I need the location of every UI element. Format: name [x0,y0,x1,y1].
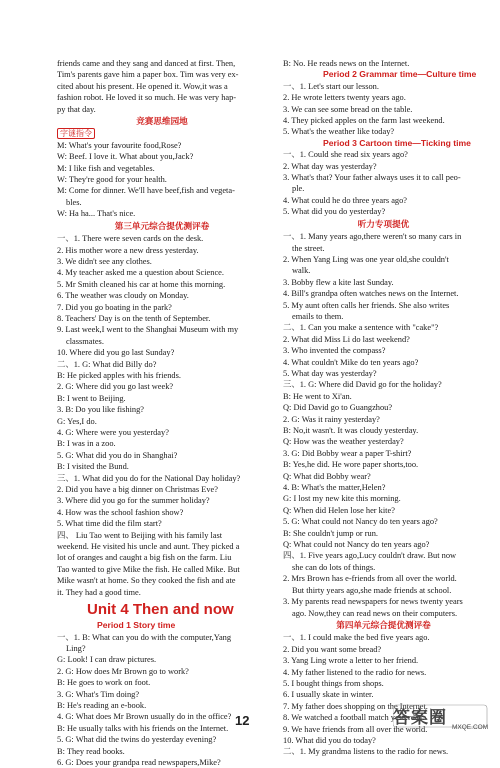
text-line: 4. B: What's the matter,Helen? [283,483,386,493]
text-line: W: Beef. I love it. What about you,Jack? [57,152,194,162]
text-line: M: Come for dinner. We'll have beef,fish and vegeta- [57,186,235,196]
section-heading: 竞赛思维园地 [136,116,188,127]
text-line: 5. G: What did you do in Shanghai? [57,450,178,460]
text-line: 4. They picked apples on the farm last weekend. [283,116,445,126]
text-line: W: Ha ha... That's nice. [57,209,136,219]
text-line: 6. The weather was cloudy on Monday. [57,291,189,301]
text-line: 4. My father listened to the radio for news. [283,667,427,677]
text-line: 6. G: Does your grandpa read newspapers,Mike? [57,757,221,767]
text-line: 二、1. My grandma listens to the radio for news. [283,747,449,757]
right-column [283,58,484,758]
text-line: lot of oranges and caught a big fish on the farm. Liu [57,553,232,563]
text-line: 2. Did you have a big dinner on Christmas Eve? [57,485,218,495]
text-line: 3. My parents read newspapers for news twenty years [283,597,463,607]
text-line: W: They're good for your health. [57,175,167,185]
text-line: G: Look! I can draw pictures. [57,655,157,665]
text-line: 3. We can see some bread on the table. [283,104,413,114]
text-line: But thirty years ago,she made friends at school. [292,585,452,595]
text-line: M: What's your favourite food,Rose? [57,140,182,150]
text-line: 5. G: What did the twins do yesterday evening? [57,735,217,745]
text-line: 一、1. Let's start our lesson. [283,81,379,91]
text-line: 5. Mr Smith cleaned his car at home this morning. [57,279,226,289]
period-heading: Period 1 Story time [97,620,176,631]
text-line: B: She couldn't jump or run. [283,528,379,538]
text-line: 三、1. What did you do for the National Day holiday? [57,473,241,483]
text-line: 三、1. G: Where did David go for the holiday? [283,380,442,390]
text-line: Q: What could not Nancy do ten years ago? [283,540,430,550]
section-heading: 第三单元综合提优测评卷 [114,220,210,231]
text-line: 3. We didn't see any clothes. [57,256,152,266]
text-line: 3. Yang Ling wrote a letter to her friend. [283,656,419,666]
text-line: 8. Teachers' Day is on the tenth of September. [57,313,211,323]
text-line: 4. What could he do three years ago? [283,195,408,205]
text-line: B: He's reading an e-book. [57,700,147,710]
text-line: B: I was in a zoo. [57,439,116,449]
text-line: B: I went to Beijing. [57,393,126,403]
page-number: 12 [235,713,250,728]
text-line: friends came and they sang and danced at first. Then, [57,59,236,68]
text-line: Q: When did Helen lose her kite? [283,505,395,515]
text-line: B: He usually talks with his friends on the Internet. [57,723,229,733]
text-line: 3. Who invented the compass? [283,346,386,356]
text-line: 5. I bought things from shops. [283,678,384,688]
text-line: 2. What day was yesterday? [283,161,377,171]
text-line: the street. [292,243,325,253]
text-line: 2. What did Miss Li do last weekend? [283,334,410,344]
period-heading: Period 3 Cartoon time—Ticking time [323,137,471,148]
text-line: ple. [292,184,305,194]
text-line: 5. What did you do yesterday? [283,207,386,217]
text-line: 3. Where did you go for the summer holiday? [57,496,210,506]
text-line: 3. G: Did Bobby wear a paper T-shirt? [283,448,412,458]
text-line: 3. What's that? Your father always uses it to call peo- [283,173,461,183]
text-line: Ling? [66,643,86,653]
text-line: 7. Did you go boating in the park? [57,302,172,312]
text-line: B: Yes,he did. He wore paper shorts,too. [283,460,419,470]
text-line: bles. [66,197,82,207]
text-line: 3. G: What's Tim doing? [57,689,140,699]
text-line: B: No. He reads news on the Internet. [283,59,410,68]
text-line: Tao wanted to give Mike the fish. He called Mike. But [57,564,240,574]
text-line: 9. Last week,I went to the Shanghai Museum with my [57,325,239,335]
text-line: 2. Mrs Brown has e-friends from all over the world. [283,574,457,584]
watermark-url: MXQE.COM [452,724,489,731]
text-line: B: He went to Xi'an. [283,391,352,401]
text-line: Q: How was the weather yesterday? [283,437,404,447]
text-line: 一、1. I could make the bed five years ago. [283,633,430,643]
period-heading: Period 2 Grammar time—Culture time [323,69,477,80]
text-line: 4. My teacher asked me a question about Science. [57,268,224,278]
text-line: 二、1. G: What did Billy do? [57,359,157,369]
text-line: 5. What time did the film start? [57,519,162,529]
text-line: 4. What couldn't Mike do ten years ago? [283,357,419,367]
text-line: Mike wasn't at home. So they cooked the fish and ate [57,576,236,586]
text-line: G: I lost my new kite this morning. [283,494,401,504]
text-line: 2. He wrote letters twenty years ago. [283,93,406,103]
text-line: 四、 Liu Tao went to Beijing with his family last [57,530,223,540]
text-line: 5. What day was yesterday? [283,368,377,378]
text-line: 2. Did you want some bread? [283,644,382,654]
text-line: 5. My aunt often calls her friends. She also writes [283,300,450,310]
unit-title: Unit 4 Then and now [87,601,234,619]
text-line: 3. B: Do you like fishing? [57,405,145,415]
text-line: 4. How was the school fashion show? [57,507,184,517]
text-line: it. They had a good time. [57,587,141,597]
text-line: 2. G: Was it rainy yesterday? [283,414,380,424]
text-line: cited about his present. He opened it. Wow,it was a [57,81,228,91]
text-line: py that day. [57,104,96,114]
text-line: 四、1. Five years ago,Lucy couldn't draw. But now [283,551,457,561]
text-line: 一、1. Could she read six years ago? [283,150,408,160]
text-line: 2. His mother wore a new dress yesterday. [57,245,199,255]
text-line: classmates. [66,336,104,346]
text-line: G: Yes,I do. [57,416,97,426]
text-line: 10. What did you do today? [283,735,376,745]
text-line: 6. I usually skate in winter. [283,690,374,700]
text-line: 5. G: What could not Nancy do ten years ago? [283,517,438,527]
section-heading: 第四单元综合提优测评卷 [336,619,431,630]
text-line: 2. When Yang Ling was one year old,she couldn't [283,254,449,264]
text-line: emails to them. [292,311,344,321]
text-line: B: He picked apples with his friends. [57,370,181,380]
text-line: 7. My father does shopping on the Internet. [283,701,428,711]
text-line: B: I visited the Bund. [57,462,129,472]
left-column [57,58,267,768]
text-line: 4. Bill's grandpa often watches news on the Internet. [283,289,459,299]
text-line: 2. G: How does Mr Brown go to work? [57,666,189,676]
text-line: 一、1. Many years ago,there weren't so many cars in [283,232,462,242]
text-line: 二、1. Can you make a sentence with "cake"? [283,323,439,333]
watermark-text: 答案圈 [393,708,447,727]
text-line: walk. [292,266,311,276]
text-line: ago. Now,they can read news on their computers. [292,608,458,618]
text-line: fashion robot. He loved it so much. He was very hap- [57,93,237,103]
text-line: B: He goes to work on foot. [57,678,151,688]
text-line: 9. We have friends from all over the world. [283,724,428,734]
text-line: she can do lots of things. [292,562,376,572]
text-line: 2. G: Where did you go last week? [57,382,174,392]
text-line: B: No,it wasn't. It was cloudy yesterday. [283,426,419,435]
text-line: 8. We watched a football match yesterday. [283,713,425,723]
text-line: Tim's parents gave him a paper box. Tim was very ex- [57,70,239,80]
text-line: Q: What did Bobby wear? [283,471,371,481]
text-line: 一、1. There were seven cards on the desk. [57,234,204,244]
text-line: 3. Bobby flew a kite last Sunday. [283,277,394,287]
text-line: B: They read books. [57,746,125,756]
text-line: 一、1. B: What can you do with the computer,Yang [57,632,232,642]
text-line: M: I like fish and vegetables. [57,163,155,173]
text-line: 4. G: Where were you yesterday? [57,428,169,437]
text-line: 5. What's the weather like today? [283,127,395,137]
hint-tag: 字谜指令 [57,128,95,139]
text-line: 10. Where did you go last Sunday? [57,348,175,358]
hint-tag-line [57,128,267,139]
section-heading: 听力专项提优 [357,218,410,229]
text-line: Q: Did David go to Guangzhou? [283,403,393,413]
text-line: weekend. He visited his uncle and aunt. They picked a [57,542,240,552]
text-line: 4. G: What does Mr Brown usually do in the office? [57,712,232,722]
